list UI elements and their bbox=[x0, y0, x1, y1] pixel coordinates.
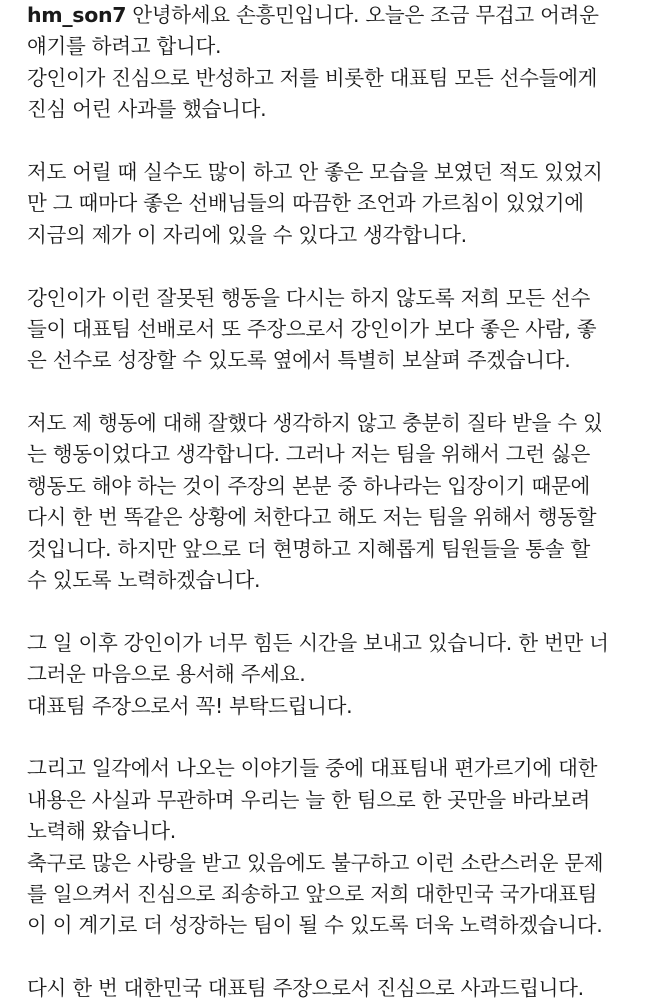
post-caption bbox=[27, 0, 657, 1005]
paragraph-gap bbox=[27, 722, 657, 753]
caption-line bbox=[27, 0, 657, 31]
caption-line: 노력해 왔습니다. bbox=[27, 819, 176, 844]
caption-line: 들이 대표팀 선배로서 또 주장으로서 강인이가 보다 좋은 사람, 좋 bbox=[27, 316, 597, 341]
caption-line: 저도 제 행동에 대해 잘했다 생각하지 않고 충분히 질타 받을 수 있 bbox=[27, 411, 603, 436]
caption-line: 수 있도록 노력하겠습니다. bbox=[27, 568, 261, 593]
caption-line: 지금의 제가 이 자리에 있을 수 있다고 생각합니다. bbox=[27, 222, 467, 247]
paragraph-gap bbox=[27, 596, 657, 627]
caption-line: 만 그 때마다 좋은 선배님들의 따끔한 조언과 가르침이 있었기에 bbox=[27, 191, 584, 216]
paragraph-gap bbox=[27, 377, 657, 408]
caption-line: 강인이가 이런 잘못된 행동을 다시는 하지 않도록 저희 모든 선수 bbox=[27, 285, 591, 310]
caption-line: 얘기를 하려고 합니다. bbox=[27, 34, 222, 59]
caption-line: 내용은 사실과 무관하며 우리는 늘 한 팀으로 한 곳만을 바라보려 bbox=[27, 787, 591, 812]
caption-line: 저도 어릴 때 실수도 많이 하고 안 좋은 모습을 보였던 적도 있었지 bbox=[27, 159, 603, 184]
caption-line: 이 이 계기로 더 성장하는 팀이 될 수 있도록 더욱 노력하겠습니다. bbox=[27, 913, 603, 938]
caption-line: 다시 한 번 대한민국 대표팀 주장으로서 진심으로 사과드립니다. bbox=[27, 976, 584, 1001]
caption-line: 것입니다. 하지만 앞으로 더 현명하고 지혜롭게 팀원들을 통솔 할 bbox=[27, 536, 591, 561]
paragraph-gap bbox=[27, 251, 657, 282]
caption-line: 를 일으켜서 진심으로 죄송하고 앞으로 저희 대한민국 국가대표팀 bbox=[27, 881, 598, 906]
caption-line: 그러운 마음으로 용서해 주세요. bbox=[27, 662, 306, 687]
caption-line: 다시 한 번 똑같은 상황에 처한다고 해도 저는 팀을 위해서 행동할 bbox=[27, 505, 597, 530]
paragraph-gap bbox=[27, 942, 657, 973]
caption-line: 행동도 해야 하는 것이 주장의 본분 중 하나라는 입장이기 때문에 bbox=[27, 473, 591, 498]
caption-text: 안녕하세요 손흥민입니다. 오늘은 조금 무겁고 어려운 bbox=[132, 3, 599, 27]
paragraph-gap bbox=[27, 126, 657, 157]
username-link[interactable]: hm_son7 bbox=[27, 3, 127, 27]
caption-line: 은 선수로 성장할 수 있도록 옆에서 특별히 보살펴 주겠습니다. bbox=[27, 348, 571, 373]
caption-line: 진심 어린 사과를 했습니다. bbox=[27, 97, 267, 122]
caption-line: 대표팀 주장으로서 꼭! 부탁드립니다. bbox=[27, 693, 353, 718]
caption-line: 그 일 이후 강인이가 너무 힘든 시간을 보내고 있습니다. 한 번만 너 bbox=[27, 630, 609, 655]
caption-line: 강인이가 진심으로 반성하고 저를 비롯한 대표팀 모든 선수들에게 bbox=[27, 65, 598, 90]
caption-line: 축구로 많은 사랑을 받고 있음에도 불구하고 이런 소란스러운 문제 bbox=[27, 850, 604, 875]
caption-line: 그리고 일각에서 나오는 이야기들 중에 대표팀내 편가르기에 대한 bbox=[27, 756, 598, 781]
caption-line: 는 행동이었다고 생각합니다. 그러나 저는 팀을 위해서 그런 싫은 bbox=[27, 442, 591, 467]
